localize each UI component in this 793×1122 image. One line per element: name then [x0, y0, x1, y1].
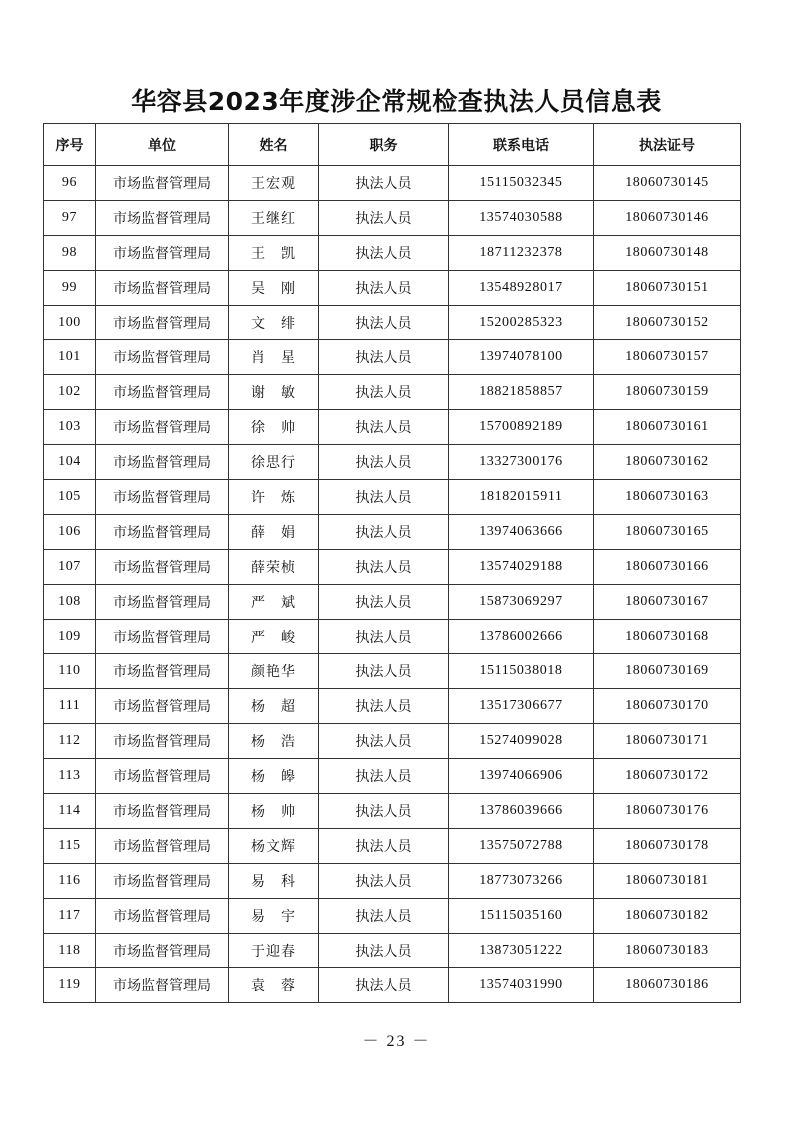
cell-serial-number: 100 — [44, 305, 96, 340]
cell-name: 于迎春 — [229, 933, 319, 968]
cell-position: 执法人员 — [319, 654, 449, 689]
cell-unit: 市场监督管理局 — [96, 549, 229, 584]
cell-serial-number: 109 — [44, 619, 96, 654]
cell-position: 执法人员 — [319, 445, 449, 480]
cell-name: 薛荣桢 — [229, 549, 319, 584]
table-row — [44, 200, 741, 235]
cell-serial-number: 96 — [44, 166, 96, 201]
cell-serial-number: 111 — [44, 689, 96, 724]
cell-phone: 15115038018 — [449, 654, 594, 689]
cell-certificate-number: 18060730145 — [594, 166, 741, 201]
cell-name: 肖 星 — [229, 340, 319, 375]
cell-name: 王 凯 — [229, 235, 319, 270]
cell-phone: 13873051222 — [449, 933, 594, 968]
cell-phone: 13327300176 — [449, 445, 594, 480]
cell-phone: 18821858857 — [449, 375, 594, 410]
cell-name: 杨文辉 — [229, 828, 319, 863]
cell-position: 执法人员 — [319, 724, 449, 759]
table-row — [44, 514, 741, 549]
cell-serial-number: 106 — [44, 514, 96, 549]
cell-phone: 15115035160 — [449, 898, 594, 933]
cell-phone: 13574029188 — [449, 549, 594, 584]
cell-name: 徐思行 — [229, 445, 319, 480]
cell-serial-number: 97 — [44, 200, 96, 235]
table-row — [44, 759, 741, 794]
cell-name: 薛 娟 — [229, 514, 319, 549]
cell-phone: 15115032345 — [449, 166, 594, 201]
table-row — [44, 549, 741, 584]
cell-unit: 市场监督管理局 — [96, 933, 229, 968]
cell-name: 谢 敏 — [229, 375, 319, 410]
cell-serial-number: 102 — [44, 375, 96, 410]
cell-unit: 市场监督管理局 — [96, 828, 229, 863]
cell-serial-number: 119 — [44, 968, 96, 1003]
table-row — [44, 898, 741, 933]
cell-unit: 市场监督管理局 — [96, 968, 229, 1003]
cell-certificate-number: 18060730171 — [594, 724, 741, 759]
cell-position: 执法人员 — [319, 794, 449, 829]
cell-serial-number: 99 — [44, 270, 96, 305]
cell-name: 王继红 — [229, 200, 319, 235]
cell-unit: 市场监督管理局 — [96, 724, 229, 759]
table-row — [44, 445, 741, 480]
table-row — [44, 375, 741, 410]
cell-position: 执法人员 — [319, 619, 449, 654]
cell-phone: 13786002666 — [449, 619, 594, 654]
cell-phone: 13974078100 — [449, 340, 594, 375]
cell-position: 执法人员 — [319, 689, 449, 724]
cell-certificate-number: 18060730157 — [594, 340, 741, 375]
table-row — [44, 270, 741, 305]
cell-position: 执法人员 — [319, 584, 449, 619]
cell-certificate-number: 18060730172 — [594, 759, 741, 794]
cell-name: 易 科 — [229, 863, 319, 898]
cell-unit: 市场监督管理局 — [96, 898, 229, 933]
cell-phone: 13574031990 — [449, 968, 594, 1003]
cell-phone: 18711232378 — [449, 235, 594, 270]
cell-unit: 市场监督管理局 — [96, 235, 229, 270]
cell-certificate-number: 18060730148 — [594, 235, 741, 270]
cell-unit: 市场监督管理局 — [96, 619, 229, 654]
cell-certificate-number: 18060730169 — [594, 654, 741, 689]
cell-name: 许 炼 — [229, 480, 319, 515]
cell-unit: 市场监督管理局 — [96, 410, 229, 445]
cell-name: 杨 超 — [229, 689, 319, 724]
table-row — [44, 968, 741, 1003]
cell-phone: 13548928017 — [449, 270, 594, 305]
cell-name: 杨 浩 — [229, 724, 319, 759]
table-body — [44, 166, 741, 1003]
cell-phone: 13575072788 — [449, 828, 594, 863]
cell-serial-number: 105 — [44, 480, 96, 515]
cell-name: 文 绯 — [229, 305, 319, 340]
cell-certificate-number: 18060730170 — [594, 689, 741, 724]
table-row — [44, 235, 741, 270]
cell-serial-number: 104 — [44, 445, 96, 480]
cell-position: 执法人员 — [319, 305, 449, 340]
table-row — [44, 584, 741, 619]
table-row — [44, 619, 741, 654]
cell-unit: 市场监督管理局 — [96, 759, 229, 794]
cell-certificate-number: 18060730183 — [594, 933, 741, 968]
cell-unit: 市场监督管理局 — [96, 270, 229, 305]
cell-unit: 市场监督管理局 — [96, 654, 229, 689]
table-row — [44, 166, 741, 201]
table-row — [44, 863, 741, 898]
cell-serial-number: 112 — [44, 724, 96, 759]
cell-unit: 市场监督管理局 — [96, 584, 229, 619]
cell-unit: 市场监督管理局 — [96, 863, 229, 898]
table-row — [44, 305, 741, 340]
cell-position: 执法人员 — [319, 933, 449, 968]
cell-serial-number: 110 — [44, 654, 96, 689]
cell-serial-number: 117 — [44, 898, 96, 933]
cell-name: 吴 刚 — [229, 270, 319, 305]
table-row — [44, 933, 741, 968]
cell-serial-number: 108 — [44, 584, 96, 619]
cell-certificate-number: 18060730161 — [594, 410, 741, 445]
cell-name: 袁 蓉 — [229, 968, 319, 1003]
cell-certificate-number: 18060730146 — [594, 200, 741, 235]
cell-name: 杨 皞 — [229, 759, 319, 794]
cell-name: 徐 帅 — [229, 410, 319, 445]
cell-phone: 13786039666 — [449, 794, 594, 829]
page-number: － 23 － — [362, 1033, 431, 1050]
header-name: 姓名 — [229, 124, 319, 166]
header-phone: 联系电话 — [449, 124, 594, 166]
cell-unit: 市场监督管理局 — [96, 305, 229, 340]
table-row — [44, 410, 741, 445]
cell-position: 执法人员 — [319, 235, 449, 270]
cell-certificate-number: 18060730159 — [594, 375, 741, 410]
table-row — [44, 689, 741, 724]
cell-phone: 15200285323 — [449, 305, 594, 340]
cell-unit: 市场监督管理局 — [96, 340, 229, 375]
cell-certificate-number: 18060730182 — [594, 898, 741, 933]
cell-serial-number: 114 — [44, 794, 96, 829]
cell-certificate-number: 18060730178 — [594, 828, 741, 863]
cell-phone: 18773073266 — [449, 863, 594, 898]
cell-certificate-number: 18060730166 — [594, 549, 741, 584]
cell-phone: 13974066906 — [449, 759, 594, 794]
cell-unit: 市场监督管理局 — [96, 166, 229, 201]
cell-position: 执法人员 — [319, 375, 449, 410]
cell-certificate-number: 18060730152 — [594, 305, 741, 340]
header-position: 职务 — [319, 124, 449, 166]
cell-serial-number: 101 — [44, 340, 96, 375]
cell-position: 执法人员 — [319, 270, 449, 305]
cell-phone: 13517306677 — [449, 689, 594, 724]
cell-unit: 市场监督管理局 — [96, 200, 229, 235]
cell-position: 执法人员 — [319, 480, 449, 515]
cell-position: 执法人员 — [319, 340, 449, 375]
cell-name: 王宏观 — [229, 166, 319, 201]
table-row — [44, 654, 741, 689]
cell-position: 执法人员 — [319, 828, 449, 863]
cell-serial-number: 116 — [44, 863, 96, 898]
cell-position: 执法人员 — [319, 863, 449, 898]
cell-phone: 15873069297 — [449, 584, 594, 619]
cell-unit: 市场监督管理局 — [96, 794, 229, 829]
table-row — [44, 828, 741, 863]
cell-position: 执法人员 — [319, 200, 449, 235]
cell-position: 执法人员 — [319, 410, 449, 445]
cell-certificate-number: 18060730186 — [594, 968, 741, 1003]
staff-info-table — [43, 123, 741, 1003]
cell-serial-number: 118 — [44, 933, 96, 968]
table-row — [44, 794, 741, 829]
cell-unit: 市场监督管理局 — [96, 480, 229, 515]
cell-certificate-number: 18060730176 — [594, 794, 741, 829]
cell-position: 执法人员 — [319, 514, 449, 549]
table-row — [44, 480, 741, 515]
cell-certificate-number: 18060730151 — [594, 270, 741, 305]
cell-certificate-number: 18060730163 — [594, 480, 741, 515]
cell-certificate-number: 18060730181 — [594, 863, 741, 898]
cell-phone: 13574030588 — [449, 200, 594, 235]
cell-name: 严 斌 — [229, 584, 319, 619]
cell-unit: 市场监督管理局 — [96, 689, 229, 724]
cell-certificate-number: 18060730167 — [594, 584, 741, 619]
cell-serial-number: 98 — [44, 235, 96, 270]
cell-position: 执法人员 — [319, 898, 449, 933]
header-unit: 单位 — [96, 124, 229, 166]
header-certificate-number: 执法证号 — [594, 124, 741, 166]
cell-phone: 18182015911 — [449, 480, 594, 515]
cell-serial-number: 103 — [44, 410, 96, 445]
table-row — [44, 724, 741, 759]
cell-name: 易 宇 — [229, 898, 319, 933]
cell-phone: 15274099028 — [449, 724, 594, 759]
cell-certificate-number: 18060730165 — [594, 514, 741, 549]
cell-serial-number: 113 — [44, 759, 96, 794]
header-serial-number: 序号 — [44, 124, 96, 166]
cell-name: 杨 帅 — [229, 794, 319, 829]
cell-certificate-number: 18060730162 — [594, 445, 741, 480]
table-header-row — [44, 124, 741, 166]
table-row — [44, 340, 741, 375]
cell-name: 颜艳华 — [229, 654, 319, 689]
cell-serial-number: 107 — [44, 549, 96, 584]
cell-serial-number: 115 — [44, 828, 96, 863]
cell-certificate-number: 18060730168 — [594, 619, 741, 654]
cell-unit: 市场监督管理局 — [96, 375, 229, 410]
cell-position: 执法人员 — [319, 968, 449, 1003]
cell-name: 严 峻 — [229, 619, 319, 654]
cell-unit: 市场监督管理局 — [96, 445, 229, 480]
cell-position: 执法人员 — [319, 549, 449, 584]
cell-position: 执法人员 — [319, 759, 449, 794]
cell-phone: 13974063666 — [449, 514, 594, 549]
cell-phone: 15700892189 — [449, 410, 594, 445]
page-title: 华容县2023年度涉企常规检查执法人员信息表 — [131, 87, 662, 116]
cell-unit: 市场监督管理局 — [96, 514, 229, 549]
cell-position: 执法人员 — [319, 166, 449, 201]
